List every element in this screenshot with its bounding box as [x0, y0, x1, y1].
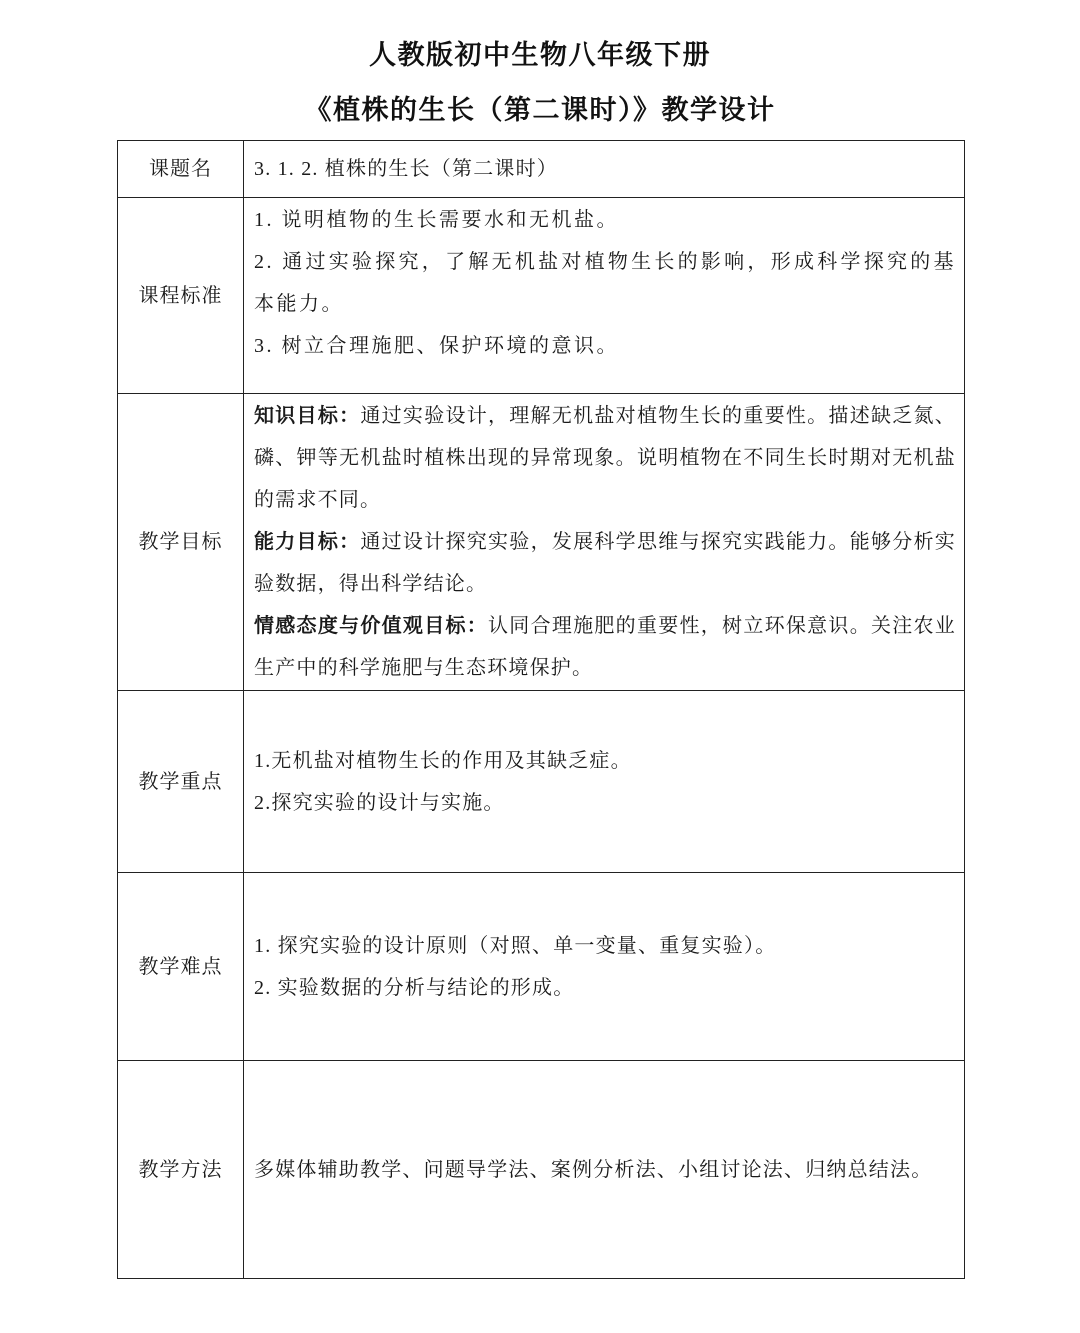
objective-knowledge [254, 395, 956, 521]
topic-value [244, 141, 965, 198]
difficulties-content [244, 873, 965, 1061]
objective-attitude [254, 605, 956, 689]
objective-ability [254, 521, 956, 605]
methods-content [244, 1061, 965, 1279]
table-row-difficulties [118, 873, 965, 1061]
objective-heading: 能力目标： [254, 531, 361, 553]
standards-item: 2. 通过实验探究，了解无机盐对植物生长的影响，形成科学探究的基本能力。 [254, 250, 956, 315]
objectives-content [244, 394, 965, 691]
topic-text: 3. 1. 2. 植株的生长（第二课时） [254, 158, 558, 180]
objective-heading: 情感态度与价值观目标： [254, 615, 489, 637]
methods-label: 教学方法 [118, 1061, 244, 1279]
table-row-key-points [118, 691, 965, 873]
table-row-objectives [118, 394, 965, 691]
standards-item: 3. 树立合理施肥、保护环境的意识。 [254, 334, 619, 357]
objectives-label: 教学目标 [118, 394, 244, 691]
standards-label: 课程标准 [118, 198, 244, 394]
key-point-item: 2.探究实验的设计与实施。 [254, 791, 505, 814]
standards-content [244, 198, 965, 394]
objective-heading: 知识目标： [254, 405, 361, 427]
lesson-plan-table [117, 140, 965, 1279]
table-row-topic [118, 141, 965, 198]
standards-item: 1. 说明植物的生长需要水和无机盐。 [254, 208, 619, 231]
objective-text: 通过实验设计，理解无机盐对植物生长的重要性。描述缺乏氮、磷、钾等无机盐时植株出现的异常现象。说明植物在不同生长时期对无机盐的需求不同。 [254, 405, 956, 511]
topic-label: 课题名 [118, 141, 244, 198]
key-points-label: 教学重点 [118, 691, 244, 873]
table-row-standards [118, 198, 965, 394]
document-title-line2: 《植株的生长（第二课时）》教学设计 [304, 95, 776, 125]
objective-text: 通过设计探究实验，发展科学思维与探究实践能力。能够分析实验数据，得出科学结论。 [254, 531, 956, 595]
difficulty-item: 1. 探究实验的设计原则（对照、单一变量、重复实验）。 [254, 934, 777, 957]
document-title-line1: 人教版初中生物八年级下册 [369, 40, 711, 70]
methods-text: 多媒体辅助教学、问题导学法、案例分析法、小组讨论法、归纳总结法。 [254, 1158, 933, 1181]
key-points-content [244, 691, 965, 873]
difficulty-item: 2. 实验数据的分析与结论的形成。 [254, 976, 575, 999]
table-row-methods [118, 1061, 965, 1279]
difficulties-label: 教学难点 [118, 873, 244, 1061]
key-point-item: 1.无机盐对植物生长的作用及其缺乏症。 [254, 749, 632, 772]
objective-text: 认同合理施肥的重要性，树立环保意识。关注农业生产中的科学施肥与生态环境保护。 [254, 615, 956, 679]
